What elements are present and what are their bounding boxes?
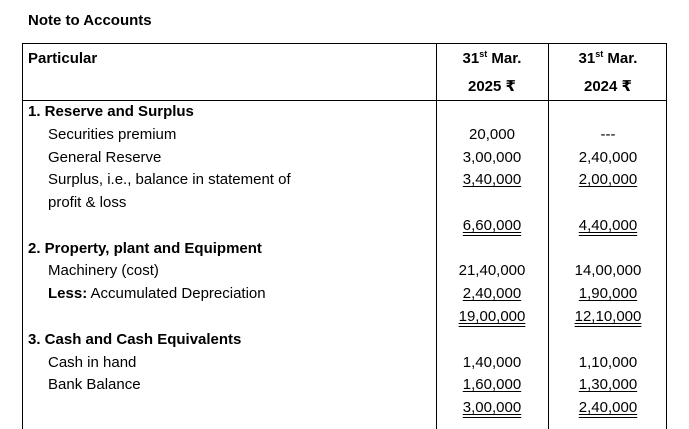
row-label-continued: profit & loss bbox=[48, 194, 127, 211]
section-total-2025: 19,00,000 bbox=[458, 308, 526, 325]
value-2025: 1,40,000 bbox=[462, 354, 522, 371]
value-2024: 1,10,000 bbox=[578, 354, 638, 371]
header-col-2024-date: 31st Mar. bbox=[578, 49, 638, 67]
value-2024: 2,00,000 bbox=[578, 171, 638, 188]
value-2025: 21,40,000 bbox=[458, 262, 526, 279]
value-2025: 3,40,000 bbox=[462, 171, 522, 188]
header-col-2025-year: 2025 ₹ bbox=[468, 78, 516, 95]
value-2025: 1,60,000 bbox=[462, 376, 522, 393]
value-2024: 1,90,000 bbox=[578, 285, 638, 302]
row-label: Less: Accumulated Depreciation bbox=[48, 285, 266, 302]
section-total-2024: 4,40,000 bbox=[578, 217, 638, 234]
value-2024: 2,40,000 bbox=[578, 149, 638, 166]
value-2024: 14,00,000 bbox=[574, 262, 642, 279]
section-heading: 3. Cash and Cash Equivalents bbox=[28, 331, 242, 348]
row-label: Securities premium bbox=[48, 126, 177, 143]
header-col-2025-date: 31st Mar. bbox=[462, 49, 522, 67]
section-heading: 2. Property, plant and Equipment bbox=[28, 240, 262, 257]
value-2024: 1,30,000 bbox=[578, 376, 638, 393]
value-2025: 3,00,000 bbox=[462, 149, 522, 166]
row-label: Cash in hand bbox=[48, 354, 137, 371]
section-total-2025: 3,00,000 bbox=[462, 399, 522, 416]
section-total-2025: 6,60,000 bbox=[462, 217, 522, 234]
section-total-2024: 2,40,000 bbox=[578, 399, 638, 416]
section-total-2024: 12,10,000 bbox=[574, 308, 642, 325]
header-col-2024-year: 2024 ₹ bbox=[584, 78, 632, 95]
header-particular: Particular bbox=[28, 50, 98, 67]
header-divider bbox=[22, 100, 667, 101]
row-label: General Reserve bbox=[48, 149, 162, 166]
row-label: Bank Balance bbox=[48, 376, 141, 393]
table-border-top bbox=[22, 43, 667, 44]
value-2024: --- bbox=[600, 126, 616, 143]
value-2025: 20,000 bbox=[469, 126, 515, 143]
table-border-left bbox=[22, 43, 23, 429]
value-2025: 2,40,000 bbox=[462, 285, 522, 302]
section-heading: 1. Reserve and Surplus bbox=[28, 103, 194, 120]
row-label: Surplus, i.e., balance in statement of bbox=[48, 171, 291, 188]
row-label: Machinery (cost) bbox=[48, 262, 159, 279]
page-title: Note to Accounts bbox=[28, 12, 152, 29]
